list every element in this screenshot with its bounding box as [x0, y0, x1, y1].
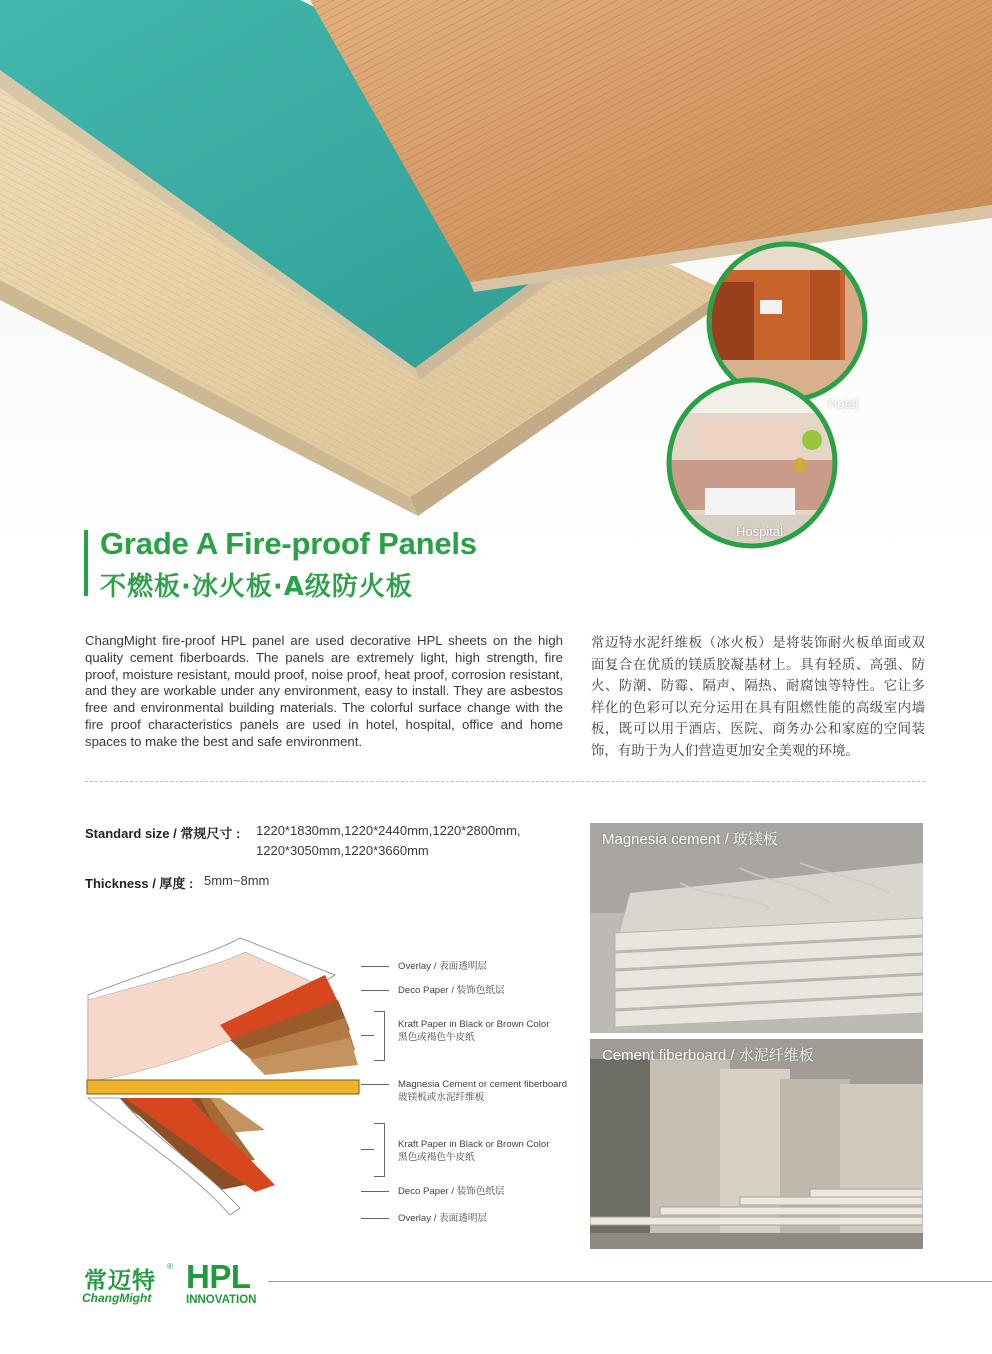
leader-line-kraft-top [361, 1035, 374, 1036]
panel-stack-illustration [0, 0, 992, 560]
leader-line-overlay-top [361, 966, 389, 967]
magnesia-cement-photo [590, 823, 923, 1033]
leader-line-deco-bottom [361, 1191, 389, 1192]
cement-fiberboard-photo [590, 1039, 923, 1249]
leader-line-overlay-bottom [361, 1218, 389, 1219]
brand-logo-english: ChangMight [82, 1291, 152, 1305]
layer-label-overlay-top: Overlay / 表面透明层 [398, 961, 488, 972]
hotel-label: Hotel [828, 396, 859, 411]
layer-label-deco-top: Deco Paper / 装饰色纸层 [398, 985, 505, 996]
layer-label-deco-bottom: Deco Paper / 装饰色纸层 [398, 1186, 505, 1197]
thickness-value: 5mm~8mm [204, 873, 270, 888]
magnesia-cement-image [590, 823, 923, 1033]
cement-fiberboard-image [590, 1039, 923, 1249]
page-title-chinese: 不燃板·冰火板·A级防火板 [100, 572, 413, 602]
brand-logo-chinese: 常迈特 [84, 1268, 156, 1294]
layer-structure-diagram [80, 930, 370, 1230]
layer-label-overlay-bottom: Overlay / 表面透明层 [398, 1213, 488, 1224]
thickness-label: Thickness / 厚度 : [85, 876, 194, 891]
layer-label-core: Magnesia Cement or cement fiberboard 玻镁板或水泥纤维板 [398, 1079, 568, 1103]
title-accent-bar [84, 530, 88, 596]
layer-label-kraft-bottom: Kraft Paper in Black or Brown Color 黑色或褐色牛皮纸 [398, 1139, 550, 1163]
leader-line-core [361, 1084, 389, 1085]
leader-line-kraft-bottom [361, 1149, 374, 1150]
page-title: Grade A Fire-proof Panels [100, 526, 477, 561]
bracket-kraft-bottom [374, 1123, 385, 1177]
standard-size-values-line1: 1220*1830mm,1220*2440mm,1220*2800mm, [256, 823, 521, 838]
bracket-kraft-top [374, 1011, 385, 1061]
magnesia-cement-caption: Magnesia cement / 玻镁板 [602, 831, 778, 848]
standard-size-label: Standard size / 常规尺寸 : [85, 826, 241, 841]
footer-divider [268, 1281, 992, 1282]
hospital-label: Hospital [736, 524, 783, 539]
registered-mark: ® [167, 1262, 173, 1271]
description-chinese: 常迈特水泥纤维板（冰火板）是将装饰耐火板单面或双面复合在优质的镁质胶凝基材上。具有轻质、高强、防火、防潮、防霉、隔声、隔热、耐腐蚀等特性。它让多样化的色彩可以充分运用在具有阻燃性能的高级室内墙板，既可以用于酒店、医院、商务办公和家庭的空间装饰，有助于为人们营造更加安全美观的环境。 [591, 636, 925, 759]
cement-core-layer [87, 1080, 359, 1094]
leader-line-deco-top [361, 990, 389, 991]
cement-fiberboard-caption: Cement fiberboard / 水泥纤维板 [602, 1047, 814, 1064]
layer-label-kraft-top: Kraft Paper in Black or Brown Color 黑色或褐色牛皮纸 [398, 1019, 550, 1043]
hpl-logo: HPL [186, 1258, 251, 1295]
description-english: ChangMight fire-proof HPL panel are used decorative HPL sheets on the high quality cement fiberboards. The panels are extremely light, high strength, fire proof, moisture resistant, mould proof, noise proof, heat proof, corrosion resistant, and they are workable under any environment, easy to install. They are asbestos free and environmental building materials. The colorful surface change with the fire proof characteristics panels are used in hotel, hospital, office and home spaces to make the best and safe environment. [85, 633, 563, 749]
dashed-divider [85, 781, 925, 782]
hero-image [0, 0, 992, 560]
standard-size-values-line2: 1220*3050mm,1220*3660mm [256, 843, 429, 858]
innovation-tagline: INNOVATION [186, 1294, 257, 1306]
